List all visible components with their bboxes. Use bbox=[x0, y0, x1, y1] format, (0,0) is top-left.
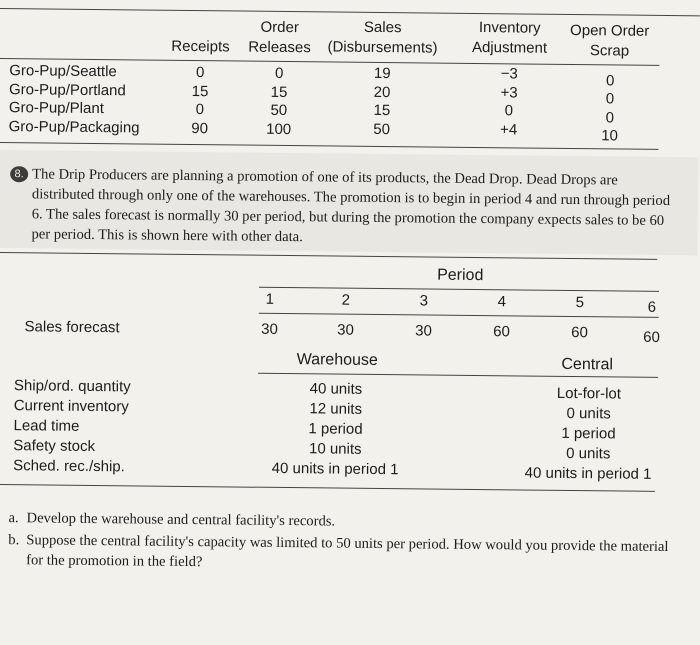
period-number: 2 bbox=[341, 291, 351, 309]
period-title: Period bbox=[437, 266, 484, 285]
question-a: a. Develop the warehouse and central facility's records. bbox=[8, 510, 336, 530]
table-row: Gro-Pup/Packaging 90 100 50 +4 10 bbox=[8, 118, 619, 145]
period-number: 1 bbox=[265, 290, 275, 308]
forecast-value: 30 bbox=[415, 322, 432, 340]
col-header-receipts: Receipts bbox=[171, 37, 230, 56]
table-row: Gro-Pup/Portland 15 15 20 +3 0 bbox=[8, 81, 615, 108]
table-row: Gro-Pup/Seattle 0 0 19 −3 0 bbox=[9, 62, 615, 90]
central-header: Central bbox=[561, 355, 614, 374]
warehouse-header: Warehouse bbox=[296, 351, 378, 369]
table-bottom-rule bbox=[0, 142, 658, 150]
col-header-sales: Sales (Disbursements) bbox=[327, 18, 438, 57]
table-row: Current inventory 12 units 0 units bbox=[13, 397, 611, 423]
table-row: Gro-Pup/Plant 0 50 15 0 0 bbox=[8, 99, 615, 127]
period-number: 3 bbox=[419, 292, 429, 310]
period-numbers-rule bbox=[259, 313, 659, 318]
table-row: Safety stock 10 units 0 units bbox=[13, 437, 611, 463]
question-b: b. Suppose the central facility's capacity was limited to 50 units per period. How would you provide the material for the promotion in the field? bbox=[8, 532, 669, 571]
forecast-value: 60 bbox=[571, 324, 588, 342]
problem-text: 8. The Drip Producers are planning a promotion of one of its products, the Dead Drop. Dead Drops are distributed through only one of the warehouses. The promotion is to begin in period 4 and run through period 6. The sales forecast is normally 30 per period, but during the promotion the company expects sales to be 60 per period. This is shown here with other data. bbox=[31, 164, 672, 251]
sales-forecast-label: Sales forecast bbox=[24, 318, 120, 337]
forecast-value: 60 bbox=[643, 328, 660, 346]
forecast-value: 30 bbox=[261, 320, 278, 338]
forecast-value: 60 bbox=[493, 323, 510, 341]
table-row: Sched. rec./ship. 40 units in period 1 40 units in period 1 bbox=[13, 457, 652, 483]
period-rule bbox=[259, 287, 659, 292]
period-table-bottom-rule bbox=[0, 484, 655, 492]
col-header-order-releases: Order Releases bbox=[248, 18, 311, 57]
col-header-open-order-scrap: Open Order Scrap bbox=[570, 21, 650, 60]
period-number: 6 bbox=[647, 298, 657, 316]
col-header-inventory-adjustment: Inventory Adjustment bbox=[471, 19, 548, 57]
table-row: Lead time 1 period 1 period bbox=[13, 417, 616, 443]
problem-number: 8. bbox=[10, 166, 28, 182]
period-number: 4 bbox=[497, 293, 507, 311]
table-row: Ship/ord. quantity 40 units Lot-for-lot bbox=[13, 377, 622, 403]
period-number: 5 bbox=[575, 294, 585, 312]
top-rule bbox=[0, 8, 700, 16]
forecast-value: 30 bbox=[337, 321, 354, 339]
